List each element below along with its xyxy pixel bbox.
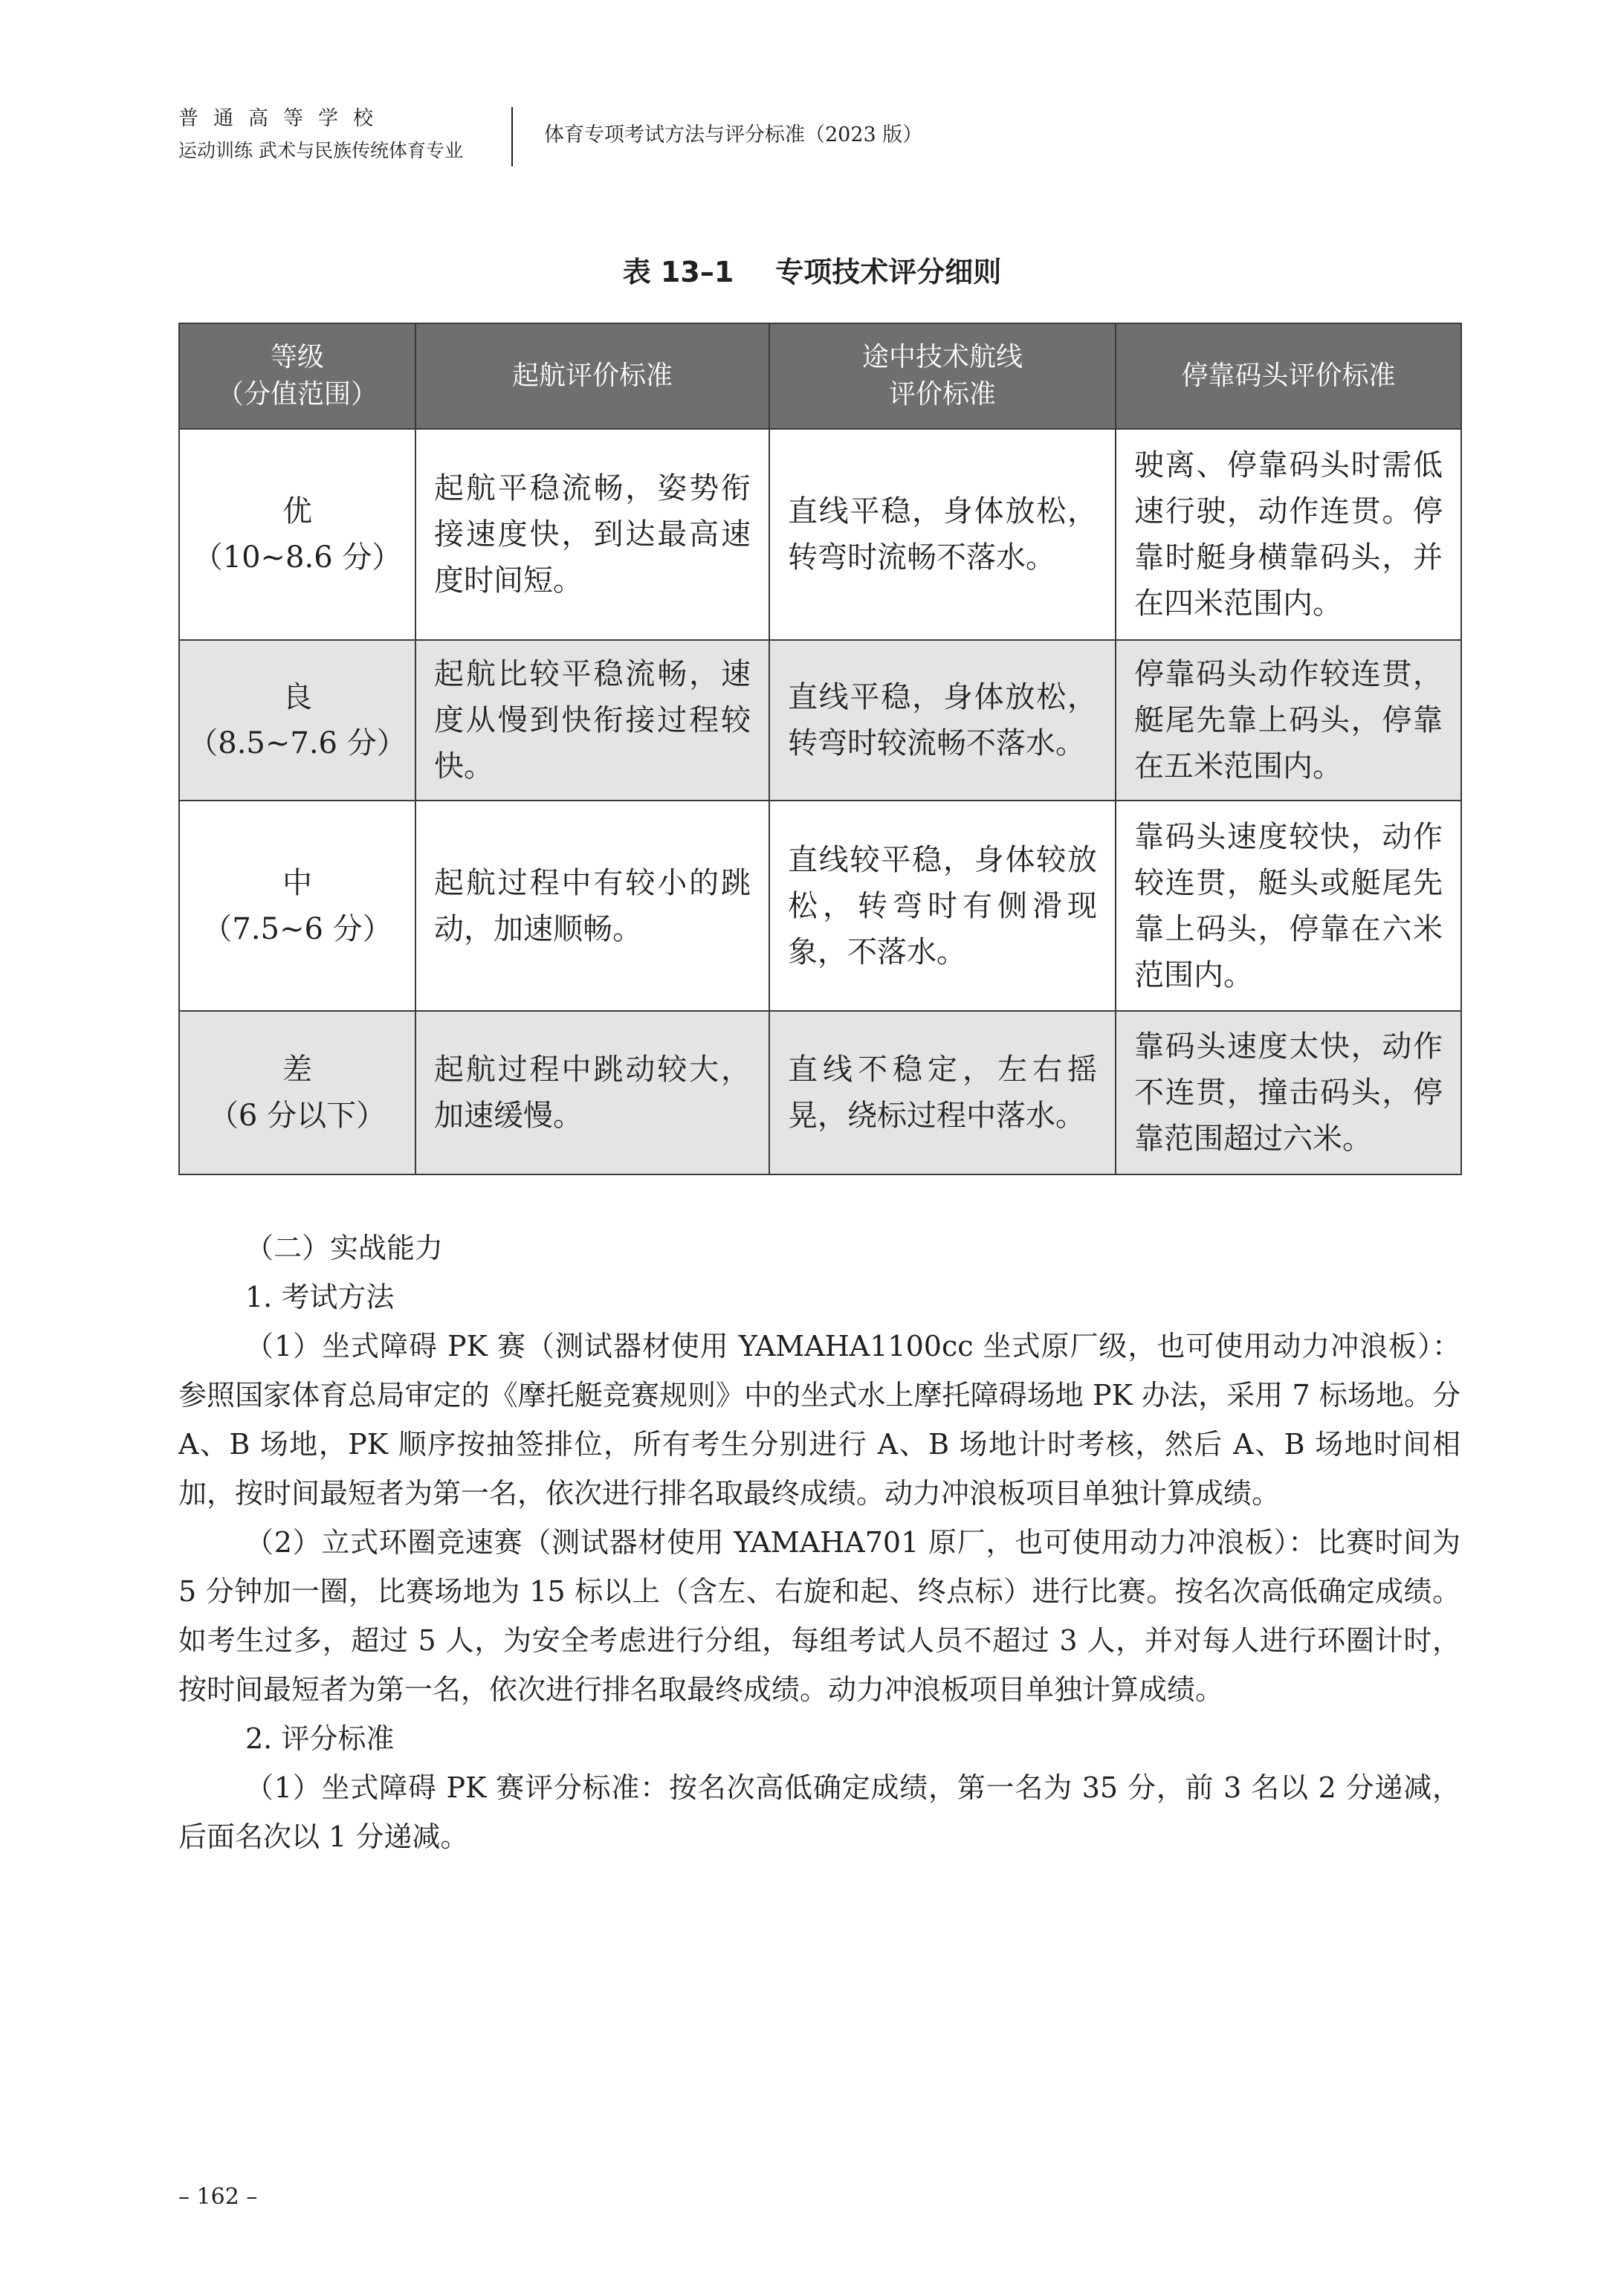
table-row — [179, 1011, 1461, 1174]
route-criteria-cell: 直线平稳，身体放松，转弯时流畅不落水。 — [769, 429, 1116, 640]
scoring-table — [178, 323, 1462, 1175]
section-heading: （二）实战能力 — [245, 1232, 444, 1264]
body-text — [178, 1224, 1460, 1861]
header-divider — [511, 107, 513, 167]
header-school: 普通高等学校 — [178, 107, 388, 130]
start-criteria-cell: 起航过程中跳动较大，加速缓慢。 — [415, 1011, 769, 1174]
table-row — [179, 640, 1461, 801]
route-criteria-cell: 直线较平稳，身体较放松，转弯时有侧滑现象，不落水。 — [769, 801, 1116, 1011]
header-dock: 停靠码头评价标准 — [1116, 323, 1461, 429]
paragraph-seated-pk-scoring: （1）坐式障碍 PK 赛评分标准：按名次高低确定成绩，第一名为 35 分，前 3 名以 2 分递减，后面名次以 1 分递减。 — [178, 1771, 1460, 1853]
header-left — [178, 104, 505, 165]
page-number: – 162 – — [178, 2184, 258, 2210]
dock-criteria-cell: 驶离、停靠码头时需低速行驶，动作连贯。停靠时艇身横靠码头，并在四米范围内。 — [1116, 429, 1461, 640]
dock-criteria-cell: 靠码头速度太快，动作不连贯，撞击码头，停靠范围超过六米。 — [1116, 1011, 1461, 1174]
grade-label: 优 — [282, 494, 312, 529]
header-route: 途中技术航线 评价标准 — [769, 323, 1116, 429]
table-row — [179, 801, 1461, 1011]
subheading-scoring: 2. 评分标准 — [245, 1722, 395, 1755]
route-criteria-cell: 直线平稳，身体放松，转弯时较流畅不落水。 — [769, 640, 1116, 801]
start-criteria-cell: 起航过程中有较小的跳动，加速顺畅。 — [415, 801, 769, 1011]
table-caption-number: 表 13–1 — [622, 256, 734, 288]
running-header — [178, 104, 1486, 167]
grade-range: （10~8.6 分） — [193, 540, 402, 575]
grade-cell — [179, 801, 415, 1011]
start-criteria-cell: 起航比较平稳流畅，速度从慢到快衔接过程较快。 — [415, 640, 769, 801]
grade-cell — [179, 640, 415, 801]
paragraph-standing-loop: （2）立式环圈竞速赛（测试器材使用 YAMAHA701 原厂，也可使用动力冲浪板）：比赛时间为 5 分钟加一圈，比赛场地为 15 标以上（含左、右旋和起、终点标）进行比赛。按名次高低确定成绩。如考生过多，超过 5 人，为安全考虑进行分组，每组考试人员不超过 3 人，并对每人进行环圈计时，按时间最短者为第一名，依次进行排名取最终成绩。动力冲浪板项目单独计算成绩。 — [178, 1526, 1460, 1706]
table-row — [179, 429, 1461, 640]
route-criteria-cell: 直线不稳定，左右摇晃，绕标过程中落水。 — [769, 1011, 1116, 1174]
paragraph-seated-pk: （1）坐式障碍 PK 赛（测试器材使用 YAMAHA1100cc 坐式原厂级，也可使用动力冲浪板）：参照国家体育总局审定的《摩托艇竞赛规则》中的坐式水上摩托障碍场地 PK 办法，采用 7 标场地。分 A、B 场地，PK 顺序按抽签排位，所有考生分别进行 A、B 场地计时考核，然后 A、B 场地时间相加，按时间最短者为第一名，依次进行排名取最终成绩。动力冲浪板项目单独计算成绩。 — [178, 1330, 1460, 1510]
grade-range: （6 分以下） — [208, 1099, 386, 1133]
grade-cell — [179, 429, 415, 640]
subheading-exam-method: 1. 考试方法 — [245, 1281, 395, 1313]
grade-label: 差 — [282, 1053, 312, 1087]
table-header-row — [179, 323, 1461, 429]
header-book-title: 体育专项考试方法与评分标准（2023 版） — [544, 123, 923, 146]
header-major: 运动训练 武术与民族传统体育专业 — [178, 140, 463, 161]
grade-label: 中 — [282, 865, 312, 900]
header-start: 起航评价标准 — [415, 323, 769, 429]
start-criteria-cell: 起航平稳流畅，姿势衔接速度快，到达最高速度时间短。 — [415, 429, 769, 640]
table-caption-text: 专项技术评分细则 — [775, 256, 1002, 288]
dock-criteria-cell: 靠码头速度较快，动作较连贯，艇头或艇尾先靠上码头，停靠在六米范围内。 — [1116, 801, 1461, 1011]
grade-range: （7.5~6 分） — [202, 911, 392, 946]
grade-label: 良 — [282, 680, 312, 714]
header-grade: 等级 （分值范围） — [179, 323, 415, 429]
grade-cell — [179, 1011, 415, 1174]
grade-range: （8.5~7.6 分） — [188, 726, 407, 760]
table-caption — [0, 253, 1624, 291]
dock-criteria-cell: 停靠码头动作较连贯，艇尾先靠上码头，停靠在五米范围内。 — [1116, 640, 1461, 801]
